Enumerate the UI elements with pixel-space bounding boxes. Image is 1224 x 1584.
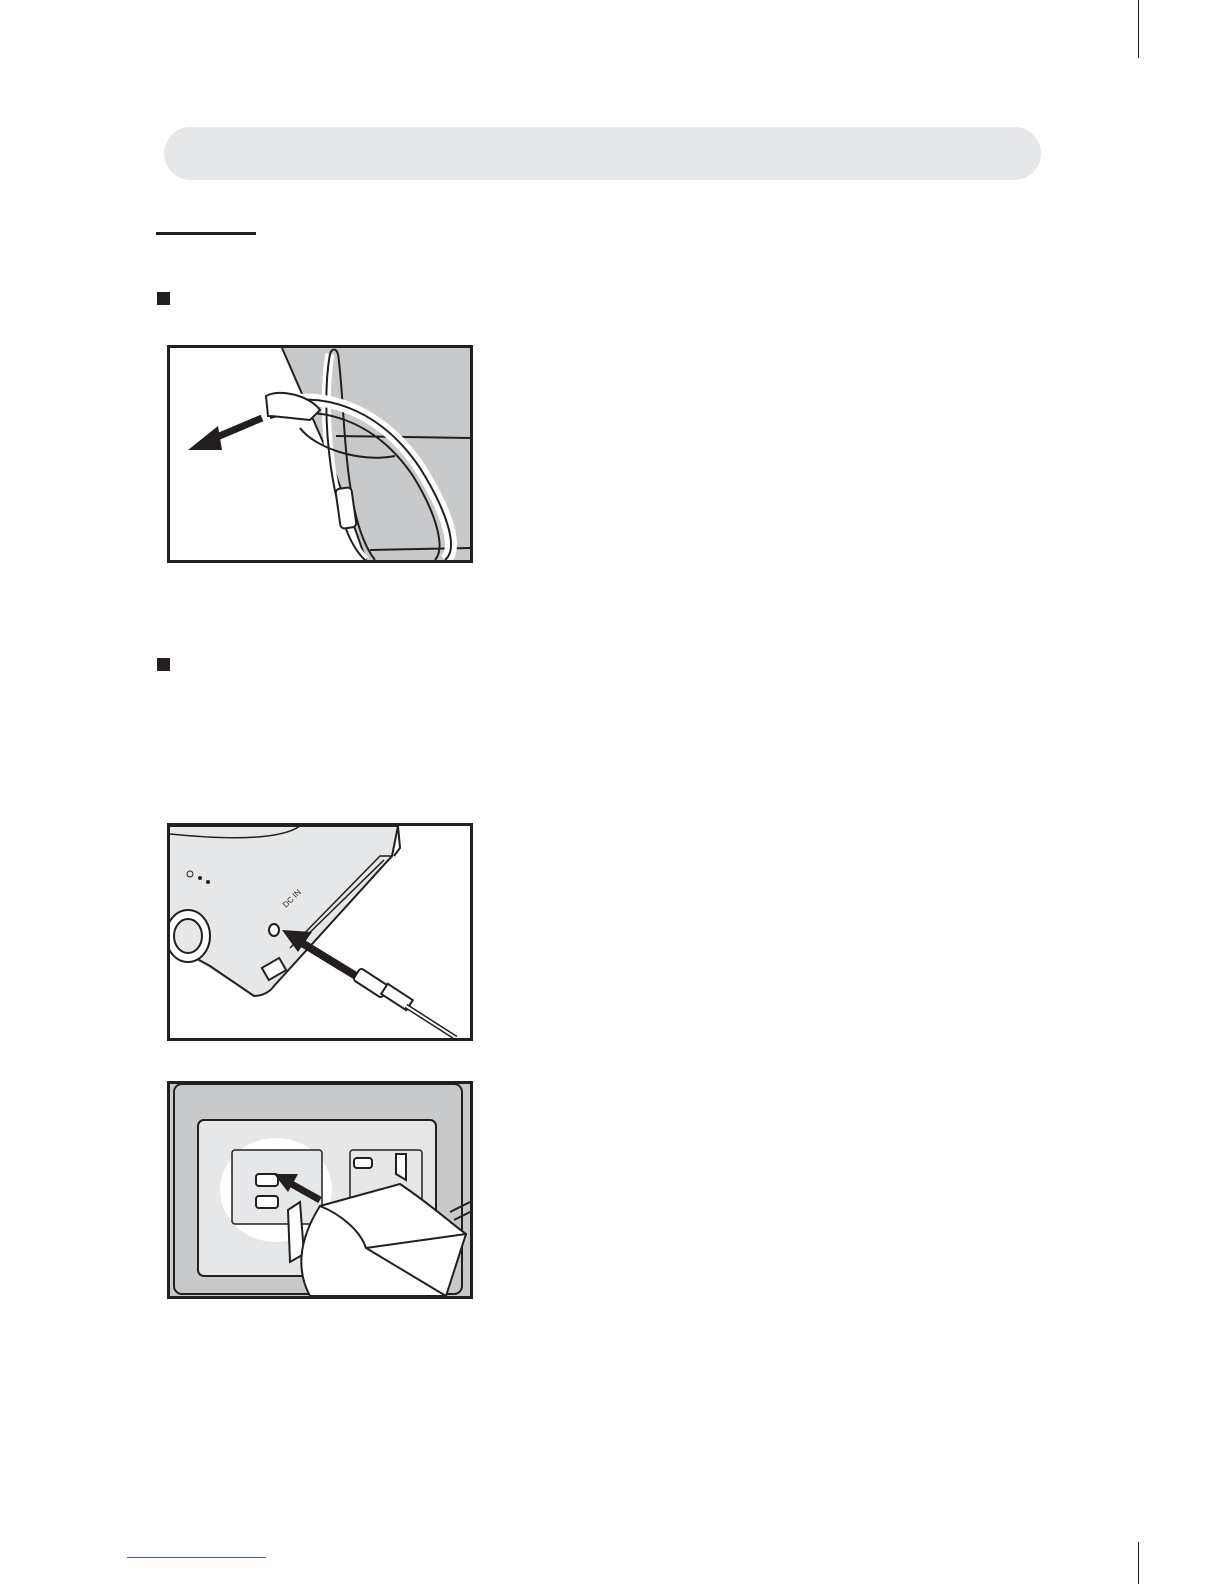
outlet-figure xyxy=(167,1081,473,1299)
dc-plug-illustration xyxy=(170,826,470,1038)
bullet-square-icon xyxy=(157,292,170,305)
wrist-strap-illustration xyxy=(170,348,470,560)
footer-link-underline xyxy=(127,1557,266,1558)
dc-in-figure xyxy=(167,823,473,1041)
section-header-bar xyxy=(164,127,1041,180)
crop-mark xyxy=(1138,1542,1139,1584)
section-title-underline xyxy=(156,232,256,235)
wall-outlet-adapter-illustration xyxy=(170,1084,470,1296)
strap-figure xyxy=(167,345,473,563)
bullet-square-icon xyxy=(157,658,170,671)
svg-text:DC IN: DC IN xyxy=(281,887,303,910)
crop-mark xyxy=(1138,0,1139,58)
